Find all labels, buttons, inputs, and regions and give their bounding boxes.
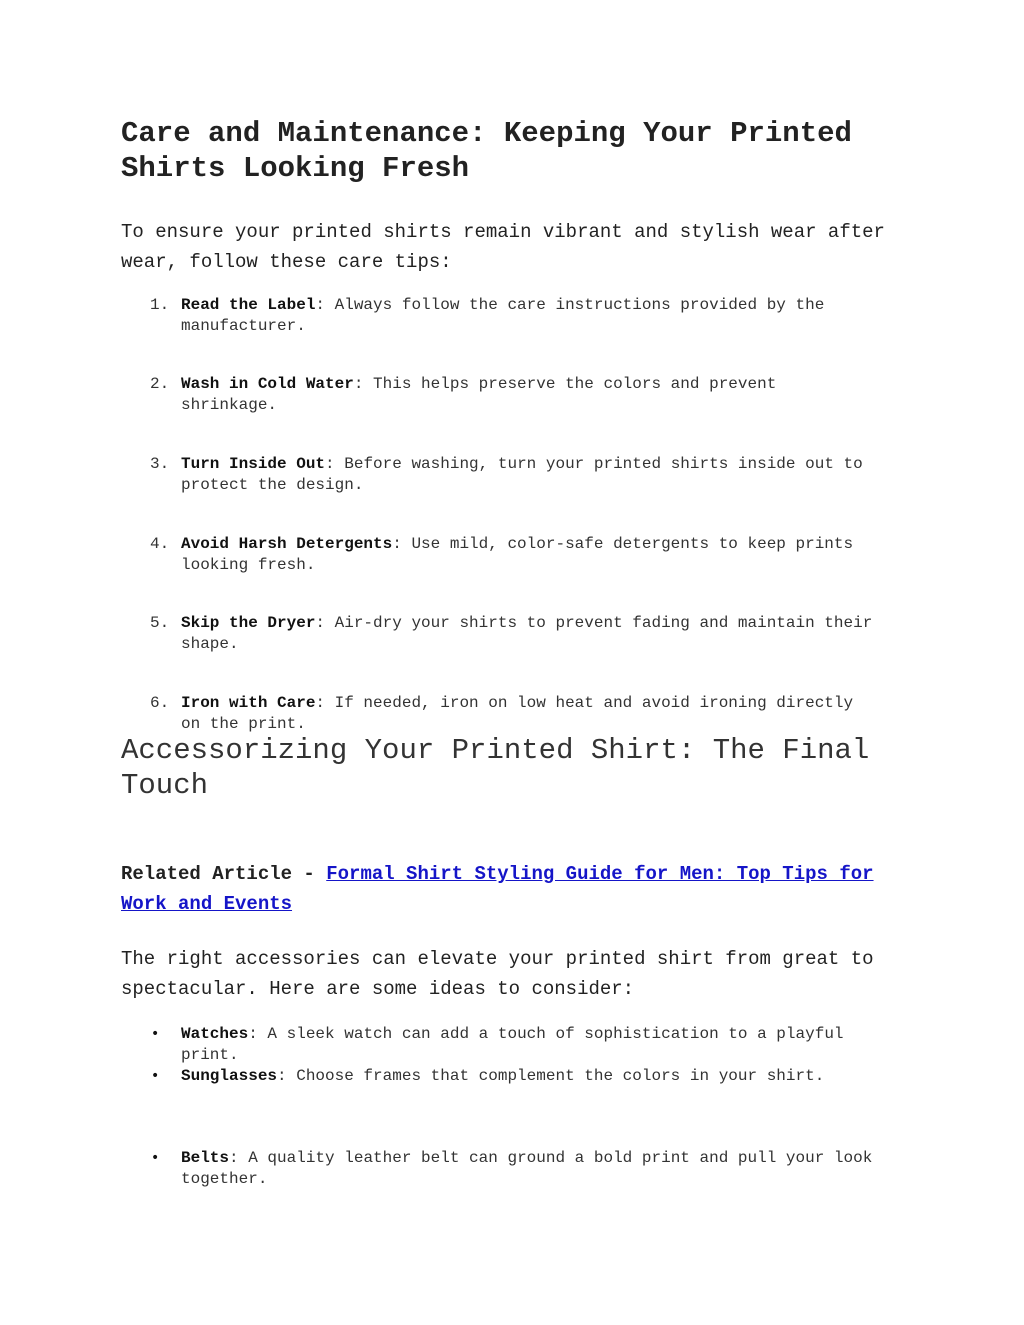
care-intro-paragraph: To ensure your printed shirts remain vibrant and stylish wear after wear, follow these care tips: <box>121 221 885 273</box>
care-tip-text: : Before washing, turn your printed shirts inside out to protect the design. <box>181 455 863 494</box>
care-tip-term: Skip the Dryer <box>181 614 316 632</box>
care-tip-term: Iron with Care <box>181 694 316 712</box>
related-article <box>121 859 911 919</box>
care-tip-text: : Always follow the care instructions provided by the manufacturer. <box>181 296 825 335</box>
care-tip-number: 4. <box>150 535 170 553</box>
care-tip-term: Turn Inside Out <box>181 455 326 473</box>
accessory-body <box>181 1024 881 1066</box>
care-tip-body <box>181 613 881 655</box>
bullet-icon: • <box>151 1068 160 1084</box>
care-tip-number: 1. <box>150 296 170 314</box>
related-article-link[interactable]: Formal Shirt Styling Guide for Men: Top Tips for Work and Events <box>121 863 874 915</box>
related-article-prefix: Related Article - <box>121 863 327 885</box>
care-tip-term: Read the Label <box>181 296 316 314</box>
accessorizing-heading: Accessorizing Your Printed Shirt: The Final Touch <box>121 734 870 802</box>
care-tip-body <box>181 295 881 337</box>
accessory-body <box>181 1148 881 1190</box>
accessory-body <box>181 1066 881 1087</box>
care-maintenance-heading: Care and Maintenance: Keeping Your Printed Shirts Looking Fresh <box>121 117 852 185</box>
care-tip-body <box>181 693 881 735</box>
care-tip-text: : If needed, iron on low heat and avoid ironing directly on the print. <box>181 694 854 733</box>
accessory-text: : A quality leather belt can ground a bold print and pull your look together. <box>181 1149 873 1188</box>
care-tip-body <box>181 374 881 416</box>
care-tip-number: 2. <box>150 375 170 393</box>
bullet-icon: • <box>151 1026 160 1042</box>
accessory-term: Watches <box>181 1025 249 1043</box>
accessory-term: Belts <box>181 1149 230 1167</box>
care-tip-body <box>181 534 881 576</box>
care-tip-text: : This helps preserve the colors and prevent shrinkage. <box>181 375 777 414</box>
care-tip-text: : Use mild, color-safe detergents to keep prints looking fresh. <box>181 535 854 574</box>
care-tip-term: Avoid Harsh Detergents <box>181 535 393 553</box>
care-tip-term: Wash in Cold Water <box>181 375 354 393</box>
accessory-text: : Choose frames that complement the colors in your shirt. <box>277 1067 825 1085</box>
bullet-icon: • <box>151 1150 160 1166</box>
accessories-intro-paragraph: The right accessories can elevate your printed shirt from great to spectacular. Here are some ideas to consider: <box>121 948 874 1000</box>
care-tip-number: 3. <box>150 455 170 473</box>
care-tip-body <box>181 454 881 496</box>
care-tip-number: 6. <box>150 694 170 712</box>
care-tip-number: 5. <box>150 614 170 632</box>
care-tip-text: : Air-dry your shirts to prevent fading and maintain their shape. <box>181 614 873 653</box>
accessory-term: Sunglasses <box>181 1067 278 1085</box>
accessory-text: : A sleek watch can add a touch of sophistication to a playful print. <box>181 1025 844 1064</box>
